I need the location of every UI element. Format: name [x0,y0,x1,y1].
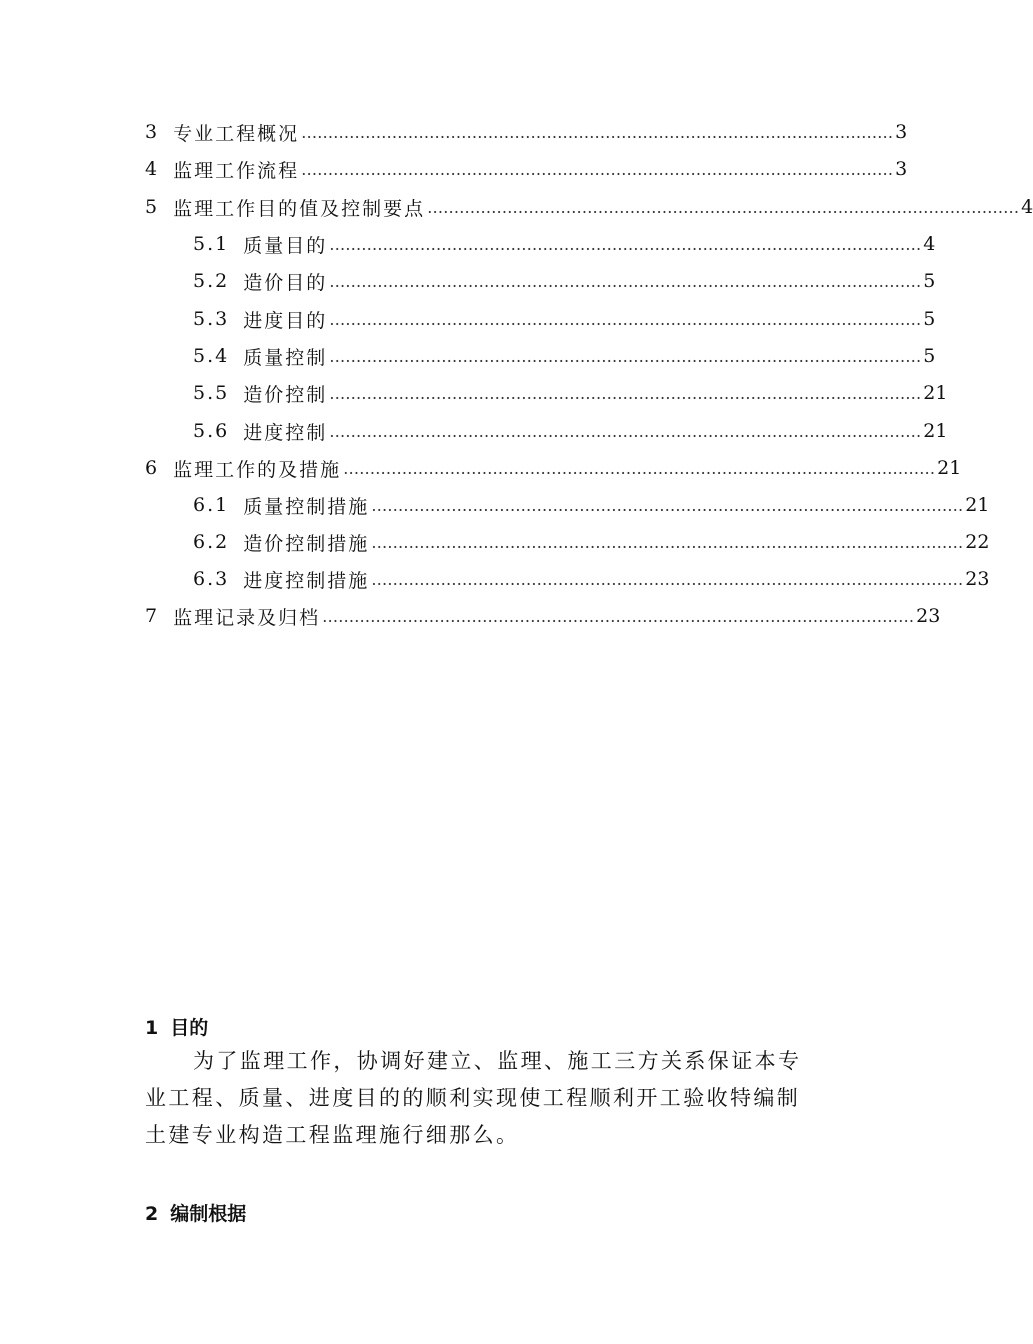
toc-entry-page: 22 [965,531,990,553]
toc-leader-dots: ………………………………………………………………………………………………… [329,421,922,441]
toc-leader-dots: ………………………………………………………………………………………………… [329,234,922,254]
toc-leader-dots: ………………………………………………………………………………………………… [371,495,964,515]
toc-entry[interactable] [193,527,990,557]
toc-entry-page: 21 [937,457,962,479]
toc-leader-dots: ………………………………………………………………………………………………… [329,383,922,403]
toc-entry-page: 4 [1021,196,1033,218]
toc-entry-number: 5.1 [193,233,230,255]
toc-entry[interactable] [193,378,948,408]
toc-entry-title: 造价控制 [243,383,328,406]
toc-entry-title: 造价控制措施 [243,532,370,555]
toc-entry-page: 21 [923,420,948,442]
toc-entry-number: 5.4 [193,345,230,367]
toc-entry-number: 6.2 [193,531,230,553]
toc-leader-dots: ………………………………………………………………………………………………… [343,458,936,478]
body-paragraph: 为了监理工作，协调好建立、监理、施工三方关系保证本专业工程、质量、进度目的的顺利实现使工程顺利开工验收特编制土建专业构造工程监理施行细那么。 [145,1049,802,1147]
toc-entry-title: 监理工作目的值及控制要点 [173,197,426,220]
toc-leader-dots: ………………………………………………………………………………………………… [329,271,922,291]
toc-entry-number: 5.6 [193,420,230,442]
toc-entry-number: 6.3 [193,568,230,590]
toc-entry[interactable] [145,192,1033,222]
toc-leader-dots: ………………………………………………………………………………………………… [371,569,964,589]
toc-entry[interactable] [193,564,990,594]
toc-entry-number: 5.5 [193,382,230,404]
toc-leader-dots: ………………………………………………………………………………………………… [301,122,894,142]
toc-entry-number: 6.1 [193,494,230,516]
toc-entry-number: 5.3 [193,308,230,330]
toc-entry-page: 5 [923,345,936,367]
toc-entry-page: 3 [895,158,908,180]
toc-entry-title: 监理记录及归档 [173,606,321,629]
toc-entry-page: 21 [965,494,990,516]
toc-entry[interactable] [193,229,936,259]
section-heading [145,1013,208,1040]
toc-entry-number: 4 [145,158,160,180]
toc-entry-number: 3 [145,121,160,143]
toc-entry-page: 3 [895,121,908,143]
toc-entry-page: 21 [923,382,948,404]
toc-entry-number: 5.2 [193,270,230,292]
toc-entry[interactable] [145,453,962,483]
toc-entry[interactable] [193,490,990,520]
toc-entry-number: 7 [145,605,160,627]
section-number: 2 [145,1203,159,1225]
toc-entry-title: 专业工程概况 [173,122,300,145]
toc-entry-title: 质量控制措施 [243,495,370,518]
toc-entry[interactable] [193,416,948,446]
toc-entry[interactable] [193,304,936,334]
toc-entry-page: 23 [965,568,990,590]
toc-entry-title: 进度控制 [243,421,328,444]
toc-leader-dots: ………………………………………………………………………………………………… [371,532,964,552]
toc-leader-dots: ………………………………………………………………………………………………… [329,346,922,366]
toc-entry-title: 质量目的 [243,234,328,257]
toc-leader-dots: ………………………………………………………………………………………………… [301,159,894,179]
toc-leader-dots: ………………………………………………………………………………………………… [322,606,915,626]
toc-entry[interactable] [145,601,941,631]
toc-entry-page: 5 [923,308,936,330]
toc-entry-page: 23 [916,605,941,627]
toc-entry-page: 4 [923,233,936,255]
toc-entry-title: 进度控制措施 [243,569,370,592]
toc-entry[interactable] [145,154,908,184]
toc-entry-number: 5 [145,196,160,218]
section-title: 编制根据 [170,1203,247,1225]
toc-leader-dots: ………………………………………………………………………………………………… [427,197,1020,217]
toc-entry-number: 6 [145,457,160,479]
toc-entry[interactable] [193,266,936,296]
section-heading [145,1199,246,1226]
toc-entry-title: 进度目的 [243,309,328,332]
toc-entry[interactable] [193,341,936,371]
section-title: 目的 [170,1017,209,1039]
toc-entry[interactable] [145,117,908,147]
toc-leader-dots: ………………………………………………………………………………………………… [329,309,922,329]
toc-entry-title: 监理工作流程 [173,159,300,182]
toc-entry-page: 5 [923,270,936,292]
toc-entry-title: 质量控制 [243,346,328,369]
section-number: 1 [145,1017,159,1039]
toc-entry-title: 造价目的 [243,271,328,294]
toc-entry-title: 监理工作的及措施 [173,458,342,481]
